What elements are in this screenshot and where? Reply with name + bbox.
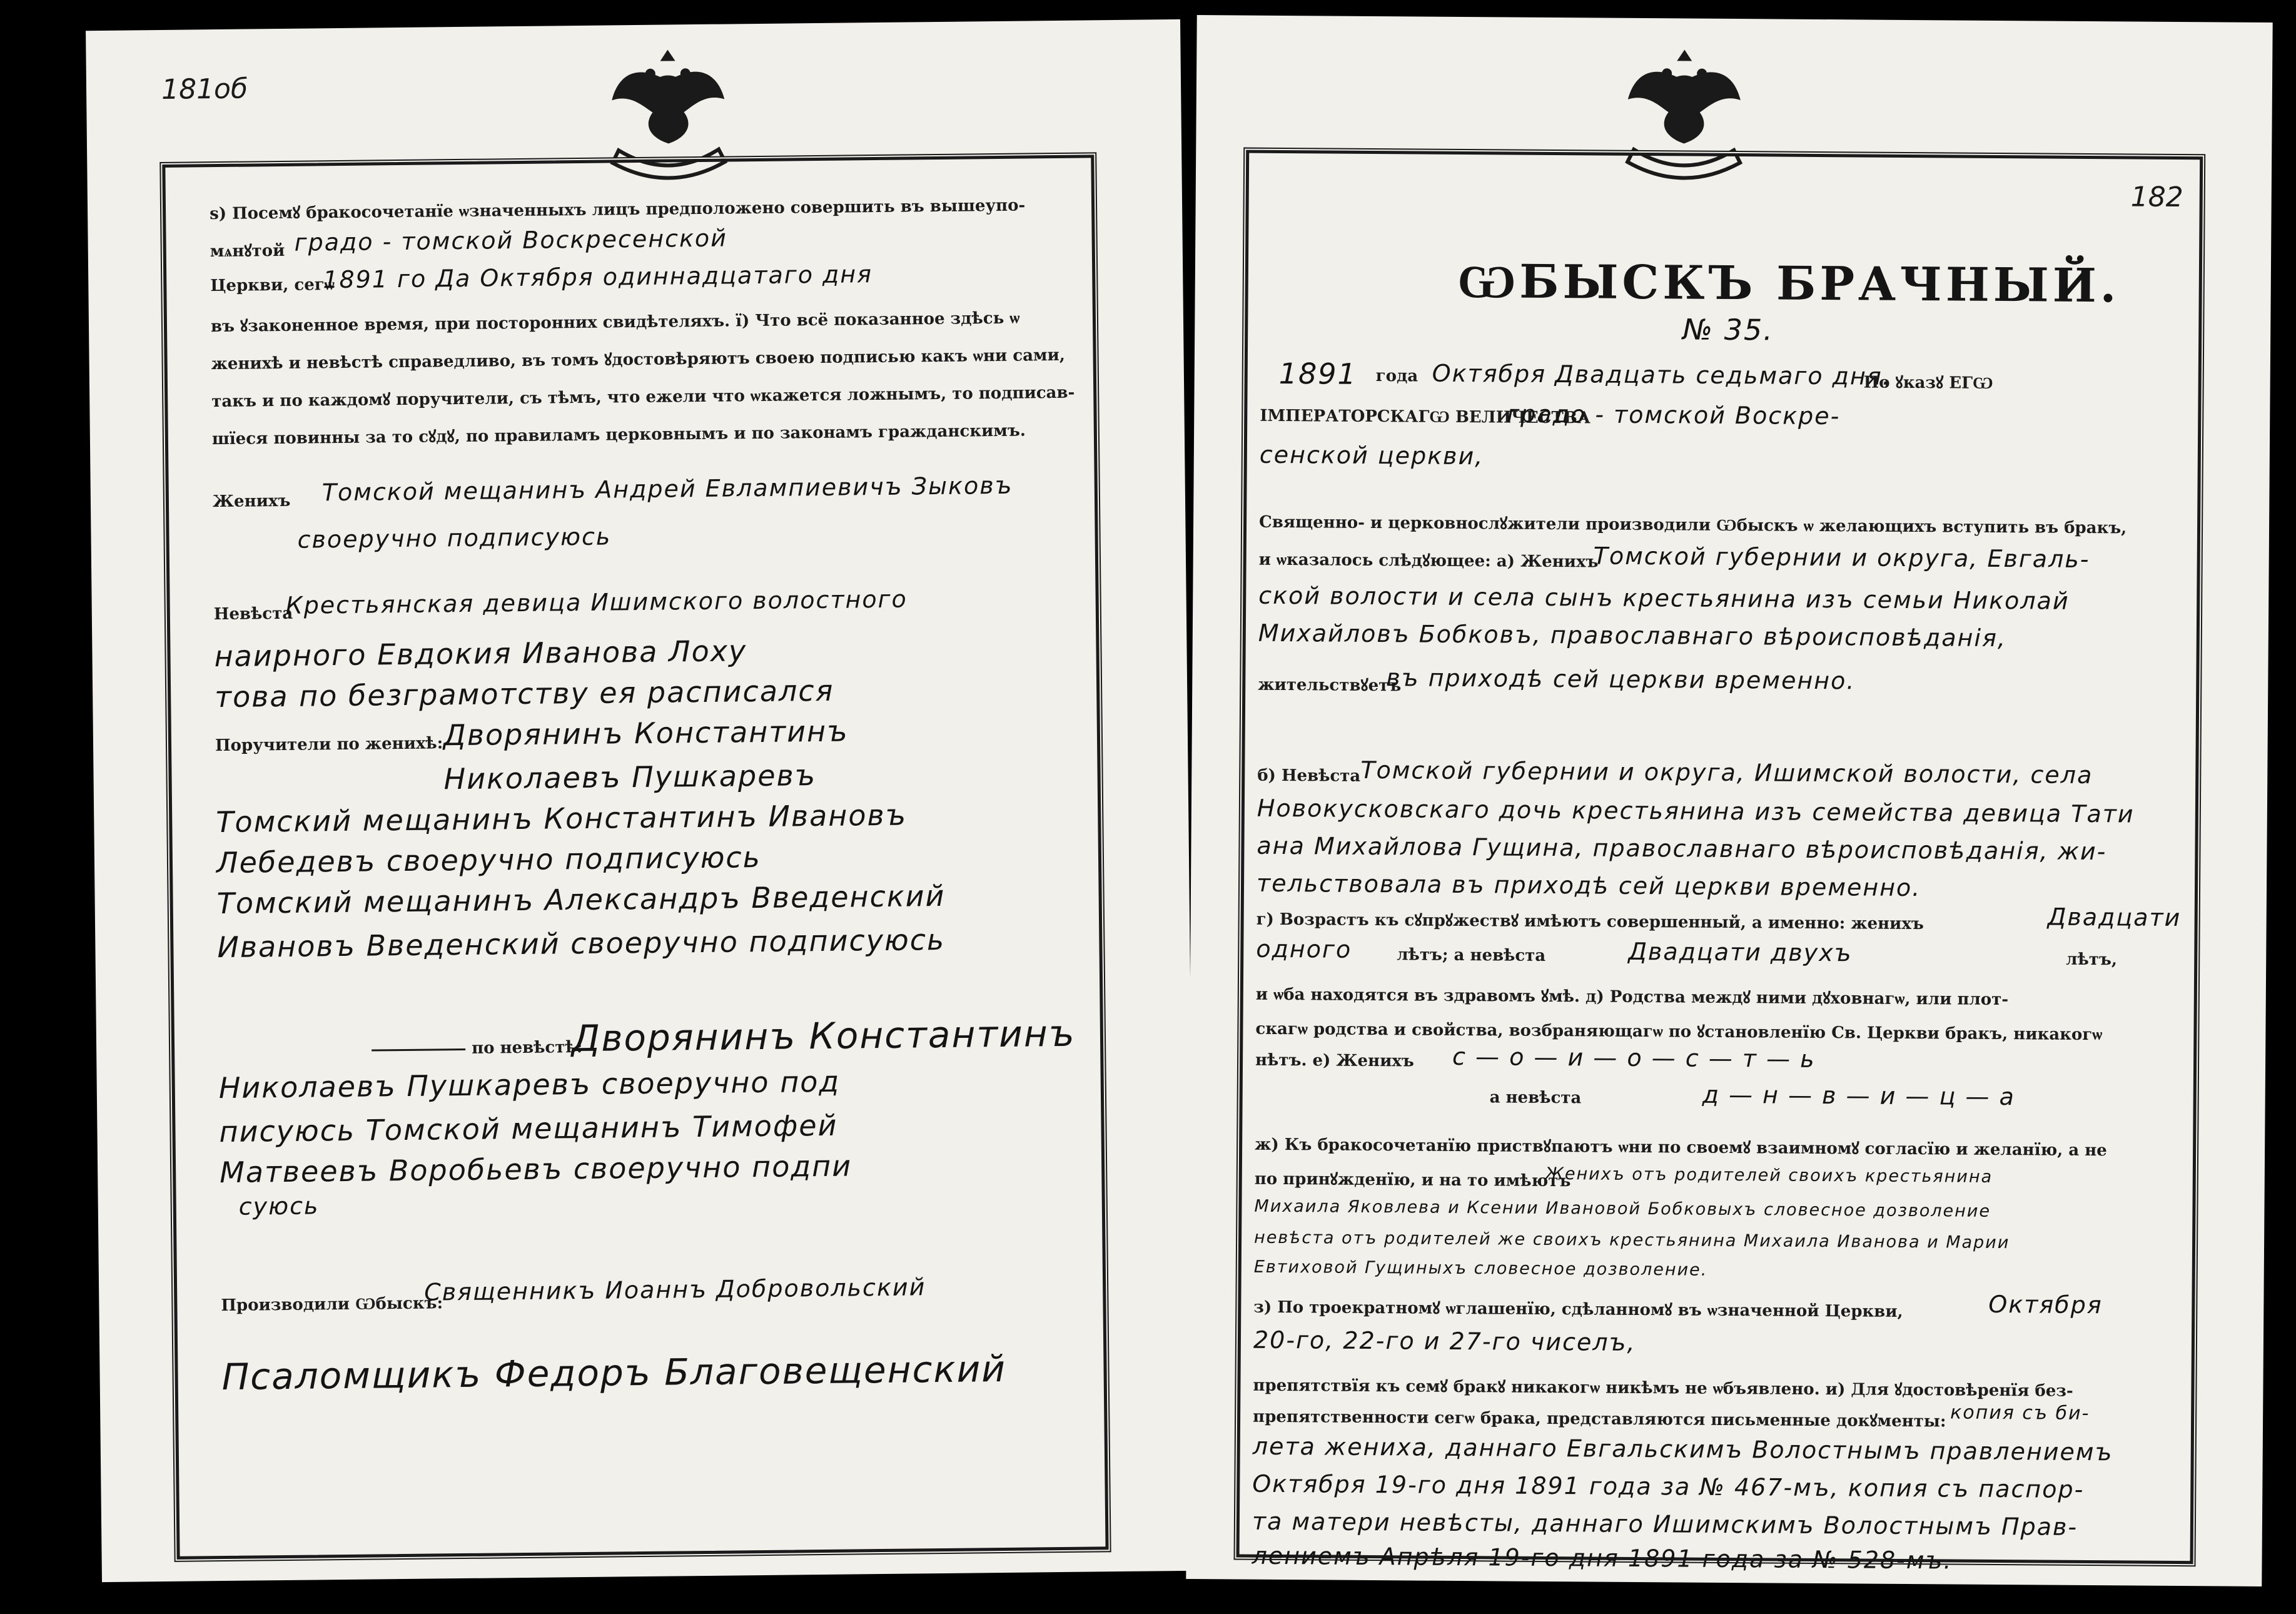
bride-residence-hand: тельствовала въ приходѣ сей церкви временно.: [1256, 869, 1921, 902]
groom-name-hand: Михайловъ Бобковъ, православнаго вѣроисповѣданія,: [1258, 619, 2007, 652]
document-title: ѠБЫСКЪ БРАЧНЫЙ.: [1457, 254, 2120, 313]
church-name-hand: градо - томской Воскресенской: [294, 224, 728, 256]
obstacles-line1: препятствїя къ семꙋ бракꙋ никакогѡ никѣмъ не ѡбъявлено. и) Для ꙋдостовѣренїя без-: [1253, 1376, 2073, 1401]
groom-section-label: и ѡказалось слѣдꙋющее: а) Женихъ: [1258, 550, 1599, 572]
age-bride-label: лѣтъ; а невѣста: [1397, 945, 1546, 965]
surety-groom-line6: Ивановъ Введенский своеручно подписуюсь: [217, 922, 946, 965]
parental-consent-hand3: невѣста отъ родителей же своихъ крестьянина Михаила Иванова и Марии: [1253, 1227, 2010, 1253]
right-page: [1186, 15, 2272, 1586]
para6-line2-print: мѧнꙋтой: [210, 241, 285, 261]
bride-signature-line2: наирного Евдокия Иванова Лоху: [214, 634, 747, 674]
groom-label: Женихъ: [212, 491, 291, 512]
banns-line: з) По троекратномꙋ ѡглашенїю, сдѣланномꙋ въ ѡзначенной Церкви,: [1253, 1297, 1903, 1321]
surety-bride-line3: писуюсь Томской мещанинъ Тимофей: [219, 1108, 838, 1149]
clergy-line: Священно- и церковнослꙋжители производили Ѡбыскъ ѡ желающихъ вступить въ бракъ,: [1258, 512, 2127, 538]
parental-consent-hand4: Евтиховой Гущиныхъ словесное дозволение.: [1253, 1257, 1708, 1280]
bride-origin-hand1: Томской губернии и округа, Ишимской волости, села: [1360, 756, 2093, 789]
groom-status-hand: с — о — и — о — с — т — ь: [1452, 1042, 1816, 1073]
sureties-bride-label: по невѣстѣ:: [471, 1038, 583, 1058]
year-label: года: [1375, 367, 1419, 386]
folio-number: 182: [2130, 181, 2183, 214]
surety-groom-line1: Дворянинъ Константинъ: [443, 714, 849, 753]
age-line: г) Возрастъ къ сꙋпрꙋжествꙋ имѣютъ совершенный, а именно: женихъ: [1256, 910, 1924, 934]
banns-dates-hand: 20-го, 22-го и 27-го чиселъ,: [1253, 1326, 1636, 1356]
bride-signature-line3: това по безграмотству ея расписался: [214, 673, 834, 714]
record-number: № 35.: [1682, 312, 1774, 347]
majesty-label: ІМПЕРАТОРСКАГѠ ВЕЛИЧЕСТВА: [1260, 406, 1591, 428]
sureties-groom-label: Поручители по женихѣ:: [215, 734, 443, 756]
surety-bride-line5: суюсь: [238, 1192, 320, 1221]
consent-line2: по принꙋжденїю, и на то имѣютъ: [1254, 1169, 1571, 1191]
consent-line1: ж) Къ бракосочетанїю приствꙋпаютъ ѡни по своемꙋ взаимномꙋ согласїю и желанїю, а не: [1255, 1135, 2107, 1160]
surety-bride-line2: Николаевъ Пушкаревъ своеручно под: [218, 1064, 841, 1105]
church-hand1: градо - томской Воскре-: [1507, 400, 1841, 430]
marital-status-label: нѣтъ. е) Женихъ: [1255, 1050, 1414, 1071]
groom-age-hand2: одного: [1256, 935, 1352, 963]
residence-hand: въ приходѣ сей церкви временно.: [1386, 664, 1856, 695]
left-page: [86, 19, 1196, 1582]
health-line: и ѡба находятся въ здравомъ ꙋмѣ. д) Родства междꙋ ними дꙋховнагѡ, или плот-: [1255, 985, 2009, 1010]
para6-line7: шїеся повинны за то сꙋдꙋ, по правиламъ церковнымъ и по законамъ гражданскимъ.: [211, 421, 1026, 449]
documents-hand2: лета жениха, даннаго Евгальскимъ Волостнымъ правлениемъ: [1252, 1432, 2113, 1466]
surety-groom-line5: Томский мещанинъ Александръ Введенский: [216, 878, 946, 921]
residence-label: жительствꙋетъ: [1258, 675, 1402, 696]
surety-groom-line3: Томский мещанинъ Константинъ Ивановъ: [216, 798, 908, 840]
year-hand: 1891: [1278, 356, 1358, 391]
priest-signature: Священникъ Иоаннъ Добровольский: [423, 1273, 926, 1306]
surety-groom-line2: Николаевъ Пушкаревъ: [443, 758, 817, 796]
date-hand: Октября Двадцать седьмаго дня.: [1432, 359, 1891, 390]
parental-consent-hand2: Михаила Яковлева и Ксении Ивановой Бобковыхъ словесное дозволение: [1254, 1196, 1991, 1221]
inquiry-label: Производили Ѡбыскъ:: [221, 1294, 443, 1316]
groom-age-hand1: Двадцати: [2047, 903, 2182, 932]
bride-age-hand: Двадцати двухъ: [1628, 937, 1853, 967]
para6-line5: женихѣ и невѣстѣ справедливо, въ томъ ꙋдостовѣряютъ своею подписью какъ ѡни сами,: [211, 345, 1066, 374]
wedding-date-hand: 1891 го Да Октября одиннадцатаго дня: [323, 260, 873, 294]
psalmist-signature: Псаломщикъ Федоръ Благовещенский: [221, 1347, 1007, 1399]
bride-origin-hand2: Новокусковскаго дочь крестьянина изъ семейства девица Тати: [1257, 794, 2135, 828]
parental-consent-hand1: Женихъ отъ родителей своихъ крестьянина: [1545, 1164, 1993, 1187]
groom-origin-hand2: ской волости и села сынъ крестьянина изъ семьи Николай: [1258, 581, 2070, 615]
kinship-line: скагѡ родства и свойства, возбраняющагѡ по ꙋстановленїю Св. Церкви бракъ, никакогѡ: [1255, 1019, 2103, 1045]
groom-origin-hand1: Томской губернии и округа, Евгаль-: [1593, 542, 2090, 574]
para6-line1: ѕ) Посемꙋ бракосочетанїе ѡзначенныхъ лицъ предположено совершить въ вышеупо-: [209, 196, 1026, 224]
surety-bride-line4: Матвеевъ Воробьевъ своеручно подпи: [219, 1149, 852, 1190]
folio-number: 181об: [161, 73, 248, 106]
groom-signature-line2: своеручно подписуюсь: [297, 522, 612, 554]
para6-line3-print: Церкви, сегѡ: [210, 275, 335, 296]
years-label: лѣтъ,: [2066, 950, 2118, 970]
para6-line4: въ ꙋзаконенное время, при посторонних свидѣтеляхъ. ї) Что всё показанное здѣсь ѡ: [210, 308, 1020, 337]
documents-hand3: Октября 19-го дня 1891 года за № 467-мъ, копия съ паспор-: [1252, 1469, 2085, 1503]
obstacles-line2: препятственности сегѡ брака, представляются письменные докꙋменты:: [1253, 1407, 1946, 1431]
surety-groom-line4: Лебедевъ своеручно подписуюсь: [216, 840, 762, 880]
bride-signature-line1: Крестьянская девица Ишимского волостного: [285, 585, 908, 619]
para6-line6: такъ и по каждомꙋ поручители, съ тѣмъ, что ежели что ѡкажется ложнымъ, то подписав-: [211, 383, 1075, 412]
documents-hand5: лениемъ Апрѣля 19-го дня 1891 года за № 528-мъ.: [1252, 1541, 1953, 1575]
bride-name-hand: ана Михайлова Гущина, православнаго вѣроисповѣданія, жи-: [1257, 831, 2107, 866]
groom-signature-line1: Томской мещанинъ Андрей Евлампиевичъ Зыковъ: [321, 471, 1013, 507]
bride-label: Невѣста: [213, 604, 293, 624]
bride-status-label: а невѣста: [1489, 1088, 1582, 1108]
bride-section-label: б) Невѣста: [1257, 766, 1361, 786]
documents-hand1: копия съ би-: [1950, 1401, 2090, 1425]
church-hand2: сенской церкви,: [1259, 440, 1484, 470]
bride-status-hand: д — н — в — и — ц — а: [1702, 1080, 2016, 1111]
banns-month-hand: Октября: [1988, 1290, 2103, 1319]
decree-label: По ꙋказꙋ ЕГѠ: [1863, 373, 1993, 393]
documents-hand4: та матери невѣсты, даннаго Ишимскимъ Волостнымъ Прав-: [1252, 1507, 2078, 1541]
surety-bride-line1: Дворянинъ Константинъ: [571, 1012, 1076, 1060]
